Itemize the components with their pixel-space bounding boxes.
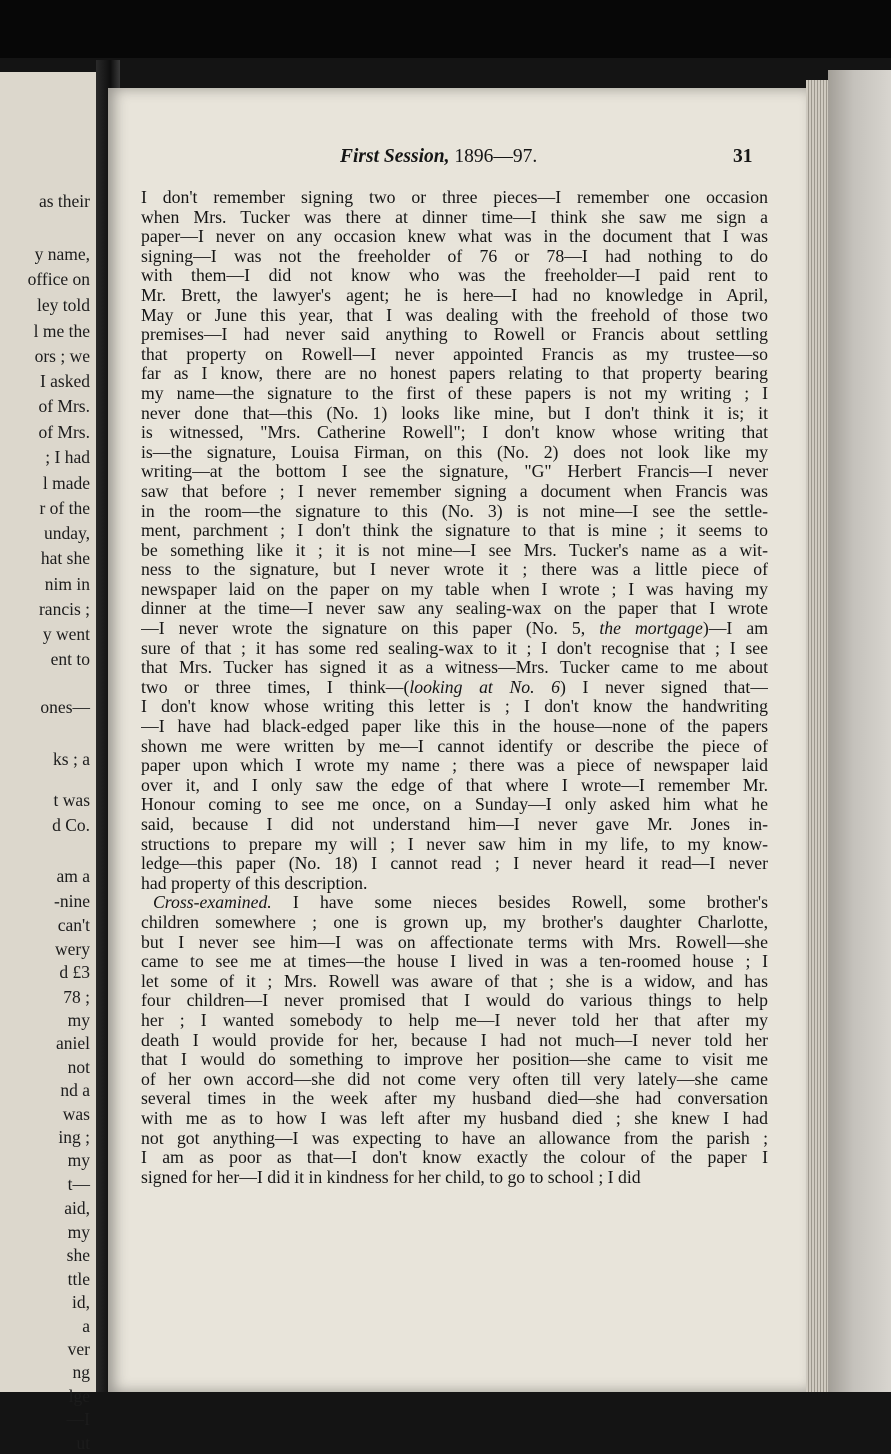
text-line: ness to the signature, but I never wrote it ; there was a little piece of [141, 560, 768, 580]
left-page-fragment: my [67, 1150, 90, 1170]
left-page-fragment: 78 ; [63, 987, 90, 1007]
page-edges [806, 80, 828, 1392]
left-page-fragment: ver [67, 1339, 90, 1359]
left-page-fragment: my [67, 1222, 90, 1242]
left-page-fragment: ks ; a [53, 749, 90, 769]
text-line: Mr. Brett, the lawyer's agent; he is here—I had no knowledge in April, [141, 285, 768, 305]
session-title: First Session, 1896—97. [340, 146, 538, 167]
left-page-fragment: aid, [64, 1198, 90, 1218]
top-dark-band [0, 0, 891, 58]
left-page-fragment: was [62, 1104, 90, 1124]
text-line: ledge—this paper (No. 18) I cannot read ; I never heard it read—I never [141, 854, 768, 874]
text-line: but I never see him—I was on affectionate terms with Mrs. Rowell—she [141, 932, 768, 952]
text-line: my name—the signature to the first of these papers is not my writing ; I [141, 383, 768, 403]
left-page-fragment: y name, [34, 244, 90, 264]
text-line: her ; I wanted somebody to help me—I never told her that after my [141, 1010, 768, 1030]
left-page-fragment: rancis ; [38, 599, 90, 619]
left-page-fragment: r of the [39, 498, 90, 518]
text-line: with me as to how I was left after my husband died ; she knew I had [141, 1108, 768, 1128]
text-line: over it, and I only saw the edge of that where I wrote—I remember Mr. [141, 775, 768, 795]
left-page-fragment: not [67, 1057, 90, 1077]
text-line: dinner at the time—I never saw any sealing-wax on the paper that I wrote [141, 599, 768, 619]
left-page-fragment: ors ; we [34, 346, 90, 366]
text-line: paper—I never on any occasion knew what was in the document that I was [141, 227, 768, 247]
text-line: paper upon which I wrote my name ; there was a piece of newspaper laid [141, 756, 768, 776]
left-page-fragment: ut [76, 1433, 90, 1453]
text-line: premises—I had never said anything to Rowell or Francis about settling [141, 325, 768, 345]
text-line: far as I know, there are no honest papers relating to that property bearing [141, 364, 768, 384]
text-line: said, because I did not understand him—I never gave Mr. Jones in- [141, 815, 768, 834]
text-line: writing—at the bottom I see the signature, "G" Herbert Francis—I never [141, 462, 768, 482]
left-page-fragment: am a [56, 866, 90, 886]
left-page-fragment: as their [38, 191, 90, 211]
left-page-fragment: lge [68, 1386, 90, 1406]
text-line: newspaper laid on the paper on my table when I wrote ; I was having my [141, 579, 768, 599]
left-page-fragment: y went [42, 624, 90, 644]
left-page-fragment: -nine [54, 891, 90, 911]
left-page-fragment: —I [66, 1409, 90, 1429]
left-page-fragment: ing ; [58, 1127, 90, 1147]
text-line: let some of it ; Mrs. Rowell was aware of that ; she is a widow, and has [141, 971, 768, 991]
text-line: I am as poor as that—I don't know exactly the colour of the paper I [141, 1148, 768, 1168]
text-line: several times in the week after my husband died—she had conversation [141, 1089, 768, 1109]
left-page-fragment: l made [42, 473, 90, 493]
text-line: when Mrs. Tucker was there at dinner time—I think she saw me sign a [141, 207, 768, 227]
left-page-fragment: of Mrs. [38, 422, 90, 442]
left-page-fragment: she [66, 1245, 90, 1265]
text-line: that property on Rowell—I never appointed Francis as my trustee—so [141, 344, 768, 364]
text-line: May or June this year, that I was dealing with the freehold of those two [141, 305, 768, 325]
left-page-fragment: my [67, 1010, 90, 1030]
left-page-fragment: nim in [44, 574, 90, 594]
left-page-fragment: ley told [37, 295, 90, 315]
left-page-fragment: unday, [43, 523, 90, 543]
left-page-fragment: ; I had [45, 447, 90, 467]
text-line: Honour coming to see me once, on a Sunday—I only asked him what he [141, 795, 768, 815]
text-line: sure of that ; it has some red sealing-wax to it ; I don't recognise that ; I see [141, 638, 768, 658]
left-page-fragment: of Mrs. [38, 396, 90, 416]
text-line: of her own accord—she did not come very often till very lately—she came [141, 1069, 768, 1089]
left-page-fragment: aniel [55, 1033, 90, 1053]
left-page-fragment: d £3 [59, 962, 90, 982]
left-page-fragment: office on [27, 269, 90, 289]
text-line: in the room—the signature to this (No. 3) is not mine—I see the settle- [141, 501, 768, 521]
left-page-fragment: hat she [40, 548, 90, 568]
text-line: that I would do something to improve her position—she came to visit me [141, 1050, 768, 1070]
left-page-fragment: ng [72, 1362, 90, 1382]
text-line: children somewhere ; one is grown up, my brother's daughter Charlotte, [141, 912, 768, 932]
book-cover-edge [828, 70, 891, 1392]
text-line: never done that—this (No. 1) looks like mine, but I don't think it is; it [141, 403, 768, 423]
left-page-fragment: I asked [39, 371, 90, 391]
text-line: —I have had black-edged paper like this in the house—none of the papers [141, 717, 768, 737]
body-text [141, 188, 768, 1187]
left-page-fragment: can't [57, 915, 90, 935]
text-line: be something like it ; it is not mine—I see Mrs. Tucker's name as a wit- [141, 540, 768, 560]
text-line: came to see me at times—the house I lived in was a ten-roomed house ; I [141, 952, 768, 972]
left-page-fragment: l me the [33, 321, 90, 341]
left-page-fragment: nd a [60, 1080, 90, 1100]
left-page-fragment: d Co. [52, 815, 90, 835]
text-line: with them—I did not know who was the freeholder—I paid rent to [141, 266, 768, 286]
left-page-fragment: a [82, 1316, 90, 1336]
text-line: death I would provide for her, because I had not much—I never told her [141, 1030, 768, 1050]
text-line: signing—I was not the freeholder of 76 or 78—I had nothing to do [141, 246, 768, 266]
text-line: not got anything—I was expecting to have an allowance from the parish ; [141, 1128, 768, 1148]
right-page [108, 88, 808, 1392]
text-line: I don't remember signing two or three pieces—I remember one occasion [141, 188, 768, 207]
page-number: 31 [733, 146, 753, 167]
text-line: had property of this description. [141, 873, 368, 893]
left-page-fragment: wery [55, 939, 90, 959]
text-line: —I never wrote the signature on this paper (No. 5, the mortgage)—I am [141, 619, 768, 639]
text-line: that Mrs. Tucker has signed it as a witness—Mrs. Tucker came to me about [141, 658, 768, 678]
text-line: I don't know whose writing this letter is ; I don't know the handwriting [141, 697, 768, 717]
text-line: ment, parchment ; I don't think the signature to that is mine ; it seems to [141, 521, 768, 541]
text-line: Cross-examined. I have some nieces besides Rowell, some brother's [153, 893, 768, 913]
text-line: four children—I never promised that I would do various things to help [141, 991, 768, 1011]
text-line: signed for her—I did it in kindness for her child, to go to school ; I did [141, 1167, 641, 1187]
text-line: two or three times, I think—(looking at No. 6) I never signed that— [141, 677, 768, 697]
text-line: saw that before ; I never remember signing a document when Francis was [141, 481, 768, 501]
text-line: is witnessed, "Mrs. Catherine Rowell"; I don't know whose writing that [141, 423, 768, 443]
text-line: is—the signature, Louisa Firman, on this (No. 2) does not look like my [141, 442, 768, 462]
text-line: shown me were written by me—I cannot identify or describe the piece of [141, 736, 768, 756]
left-page-fragment: id, [72, 1292, 90, 1312]
left-page-fragment: ent to [50, 649, 90, 669]
left-page-margin [0, 72, 100, 1453]
text-line: structions to prepare my will ; I never saw him in my life, to my know- [141, 834, 768, 854]
left-page-fragment: t was [53, 790, 90, 810]
left-page-fragment: ones— [40, 697, 90, 717]
left-page-fragment: ttle [67, 1269, 90, 1289]
left-page-fragment: t— [67, 1174, 90, 1194]
